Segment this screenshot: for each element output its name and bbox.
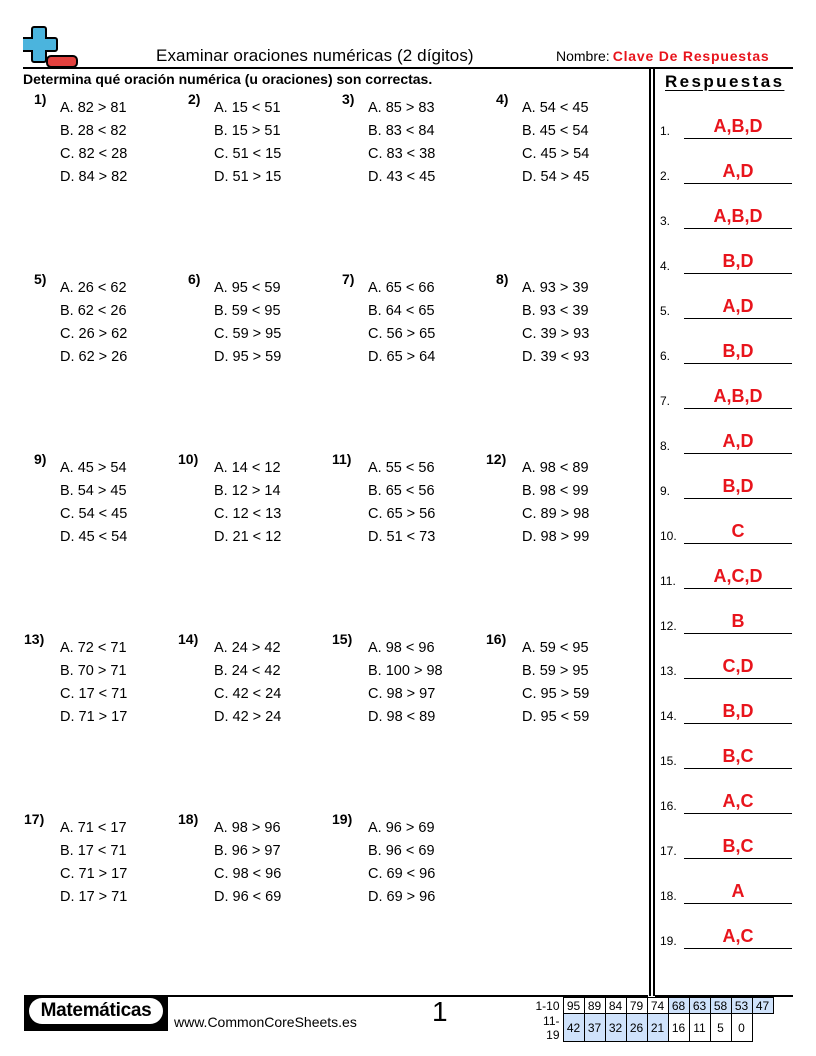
problem-option: A. 98 < 89 bbox=[522, 460, 589, 476]
answer-value: B,D bbox=[722, 341, 754, 361]
answer-line bbox=[684, 138, 792, 140]
problem-option: B. 62 < 26 bbox=[60, 303, 127, 319]
answer-line bbox=[684, 273, 792, 275]
problem-option: D. 42 > 24 bbox=[214, 709, 282, 725]
problem-number: 4) bbox=[496, 91, 509, 107]
problem-option: A. 54 < 45 bbox=[522, 100, 589, 116]
problem-number: 11) bbox=[332, 451, 352, 467]
problem-option: A. 82 > 81 bbox=[60, 100, 127, 116]
answer-value: B,D bbox=[722, 476, 754, 496]
answer-number: 16. bbox=[660, 799, 677, 813]
answer-row bbox=[660, 784, 795, 814]
site-url[interactable]: www.CommonCoreSheets.es bbox=[174, 1014, 357, 1030]
problem-option: B. 45 < 54 bbox=[522, 123, 589, 139]
page-number: 1 bbox=[432, 996, 448, 1027]
problem-option: B. 17 < 71 bbox=[60, 843, 127, 859]
name-field bbox=[556, 48, 770, 64]
problem-option: D. 39 < 93 bbox=[522, 349, 590, 365]
problem-option: D. 69 > 96 bbox=[368, 889, 436, 905]
answer-line bbox=[684, 588, 792, 590]
answer-row bbox=[660, 559, 795, 589]
answer-value: A,B,D bbox=[713, 206, 763, 226]
problem-option: C. 39 > 93 bbox=[522, 326, 590, 342]
answer-number: 11. bbox=[660, 574, 676, 588]
problem-option: D. 21 < 12 bbox=[214, 529, 282, 545]
answer-value: C bbox=[731, 521, 745, 541]
problem-option: C. 54 < 45 bbox=[60, 506, 128, 522]
answer-line bbox=[684, 903, 792, 905]
answer-number: 19. bbox=[660, 934, 677, 948]
answer-row bbox=[660, 694, 795, 724]
answer-number: 3. bbox=[660, 214, 671, 228]
problem-option: B. 15 > 51 bbox=[214, 123, 281, 139]
answer-value: C,D bbox=[722, 656, 754, 676]
answer-row bbox=[660, 514, 795, 544]
score-cell: 89 bbox=[584, 998, 605, 1014]
problem-option: B. 70 > 71 bbox=[60, 663, 127, 679]
score-cell: 11 bbox=[689, 1014, 710, 1042]
problem-option: D. 43 < 45 bbox=[368, 169, 436, 185]
problem-option: B. 59 > 95 bbox=[522, 663, 589, 679]
problem-number: 6) bbox=[188, 271, 201, 287]
problem-number: 3) bbox=[342, 91, 355, 107]
answer-value: A,B,D bbox=[713, 386, 763, 406]
problem-option: D. 98 > 99 bbox=[522, 529, 590, 545]
problem-option: C. 17 < 71 bbox=[60, 686, 128, 702]
problem-number: 13) bbox=[24, 631, 45, 647]
problem-option: D. 65 > 64 bbox=[368, 349, 436, 365]
problem-option: D. 96 < 69 bbox=[214, 889, 282, 905]
problem-option: C. 42 < 24 bbox=[214, 686, 282, 702]
problem-option: A. 98 > 96 bbox=[214, 820, 281, 836]
score-cell: 53 bbox=[731, 998, 752, 1014]
problem-option: D. 51 < 73 bbox=[368, 529, 436, 545]
answer-value: A,D bbox=[722, 296, 754, 316]
answer-row bbox=[660, 199, 795, 229]
problem-option: C. 59 > 95 bbox=[214, 326, 282, 342]
name-value: Clave De Respuestas bbox=[612, 48, 770, 64]
answer-number: 18. bbox=[660, 889, 677, 903]
answer-line bbox=[684, 813, 792, 815]
answer-number: 1. bbox=[660, 124, 671, 138]
score-cell: 21 bbox=[647, 1014, 668, 1042]
problem-option: C. 71 > 17 bbox=[60, 866, 128, 882]
answer-row bbox=[660, 379, 795, 409]
problem-number: 8) bbox=[496, 271, 509, 287]
score-cell: 37 bbox=[584, 1014, 605, 1042]
problem-option: B. 96 < 69 bbox=[368, 843, 435, 859]
answer-number: 2. bbox=[660, 169, 671, 183]
problem-option: A. 98 < 96 bbox=[368, 640, 435, 656]
problem-number: 17) bbox=[24, 811, 45, 827]
problem-option: B. 93 < 39 bbox=[522, 303, 589, 319]
answer-value: A,D bbox=[722, 431, 754, 451]
problem-option: D. 95 < 59 bbox=[522, 709, 590, 725]
answer-value: A,C,D bbox=[713, 566, 763, 586]
answer-line bbox=[684, 858, 792, 860]
score-cell: 58 bbox=[710, 998, 731, 1014]
answer-line bbox=[684, 678, 792, 680]
score-cell: 84 bbox=[605, 998, 626, 1014]
problem-number: 14) bbox=[178, 631, 199, 647]
problem-option: C. 89 > 98 bbox=[522, 506, 590, 522]
problem-option: D. 71 > 17 bbox=[60, 709, 128, 725]
problem-option: A. 95 < 59 bbox=[214, 280, 281, 296]
answers-title: Respuestas bbox=[665, 72, 785, 91]
worksheet-title: Examinar oraciones numéricas (2 dígitos) bbox=[156, 46, 474, 65]
score-row bbox=[527, 1014, 773, 1042]
problem-option: A. 26 < 62 bbox=[60, 280, 127, 296]
answer-row bbox=[660, 244, 795, 274]
answer-value: B bbox=[731, 611, 745, 631]
answer-line bbox=[684, 723, 792, 725]
problem-option: A. 24 > 42 bbox=[214, 640, 281, 656]
problem-number: 9) bbox=[34, 451, 47, 467]
problem-option: D. 54 > 45 bbox=[522, 169, 590, 185]
answer-row bbox=[660, 919, 795, 949]
answer-row bbox=[660, 469, 795, 499]
answer-number: 7. bbox=[660, 394, 671, 408]
problem-option: D. 84 > 82 bbox=[60, 169, 128, 185]
brand-label: Matemáticas bbox=[29, 998, 163, 1024]
problem-option: A. 65 < 66 bbox=[368, 280, 435, 296]
name-label: Nombre: bbox=[556, 48, 610, 64]
score-cell: 68 bbox=[668, 998, 689, 1014]
score-row bbox=[527, 998, 773, 1014]
problem-option: C. 69 < 96 bbox=[368, 866, 436, 882]
score-cell: 32 bbox=[605, 1014, 626, 1042]
answer-value: B,C bbox=[722, 746, 754, 766]
answer-row bbox=[660, 289, 795, 319]
score-cell: 47 bbox=[752, 998, 773, 1014]
answer-number: 12. bbox=[660, 619, 677, 633]
problem-option: A. 72 < 71 bbox=[60, 640, 127, 656]
answer-line bbox=[684, 453, 792, 455]
problem-option: A. 45 > 54 bbox=[60, 460, 127, 476]
answer-row bbox=[660, 109, 795, 139]
score-cell: 42 bbox=[563, 1014, 584, 1042]
answer-row bbox=[660, 334, 795, 364]
answer-value: A,D bbox=[722, 161, 754, 181]
answer-number: 13. bbox=[660, 664, 677, 678]
problem-option: C. 82 < 28 bbox=[60, 146, 128, 162]
score-cell: 5 bbox=[710, 1014, 731, 1042]
answer-number: 6. bbox=[660, 349, 671, 363]
score-cell: 0 bbox=[731, 1014, 752, 1042]
answer-number: 5. bbox=[660, 304, 671, 318]
problem-option: C. 83 < 38 bbox=[368, 146, 436, 162]
problem-option: D. 17 > 71 bbox=[60, 889, 128, 905]
score-cell: 74 bbox=[647, 998, 668, 1014]
problem-option: B. 28 < 82 bbox=[60, 123, 127, 139]
score-cell: 16 bbox=[668, 1014, 689, 1042]
problem-option: D. 98 < 89 bbox=[368, 709, 436, 725]
problem-number: 5) bbox=[34, 271, 47, 287]
problem-option: A. 14 < 12 bbox=[214, 460, 281, 476]
problem-option: D. 62 > 26 bbox=[60, 349, 128, 365]
problem-option: A. 55 < 56 bbox=[368, 460, 435, 476]
problem-option: C. 95 > 59 bbox=[522, 686, 590, 702]
answer-number: 9. bbox=[660, 484, 671, 498]
problem-option: A. 85 > 83 bbox=[368, 100, 435, 116]
answer-line bbox=[684, 228, 792, 230]
problem-option: C. 26 > 62 bbox=[60, 326, 128, 342]
answer-row bbox=[660, 874, 795, 904]
answer-row bbox=[660, 154, 795, 184]
problem-option: B. 12 > 14 bbox=[214, 483, 281, 499]
problem-number: 12) bbox=[486, 451, 507, 467]
problem-option: C. 45 > 54 bbox=[522, 146, 590, 162]
problem-number: 2) bbox=[188, 91, 201, 107]
problem-option: B. 83 < 84 bbox=[368, 123, 435, 139]
answer-number: 10. bbox=[660, 529, 677, 543]
problem-option: C. 51 < 15 bbox=[214, 146, 282, 162]
problem-option: C. 98 < 96 bbox=[214, 866, 282, 882]
header-divider bbox=[23, 67, 793, 69]
problem-option: B. 24 < 42 bbox=[214, 663, 281, 679]
problem-number: 10) bbox=[178, 451, 199, 467]
answer-value: A bbox=[731, 881, 745, 901]
answer-value: A,C bbox=[722, 926, 754, 946]
problem-option: C. 56 > 65 bbox=[368, 326, 436, 342]
answer-number: 8. bbox=[660, 439, 671, 453]
problem-option: C. 12 < 13 bbox=[214, 506, 282, 522]
problem-option: D. 45 < 54 bbox=[60, 529, 128, 545]
problem-option: B. 96 > 97 bbox=[214, 843, 281, 859]
answer-row bbox=[660, 649, 795, 679]
problem-option: D. 95 > 59 bbox=[214, 349, 282, 365]
answer-line bbox=[684, 768, 792, 770]
problem-number: 7) bbox=[342, 271, 355, 287]
answer-value: B,D bbox=[722, 251, 754, 271]
problem-option: A. 15 < 51 bbox=[214, 100, 281, 116]
answer-number: 4. bbox=[660, 259, 671, 273]
problem-option: D. 51 > 15 bbox=[214, 169, 282, 185]
answer-number: 17. bbox=[660, 844, 677, 858]
problem-option: C. 65 > 56 bbox=[368, 506, 436, 522]
answer-line bbox=[684, 948, 792, 950]
score-table bbox=[527, 997, 774, 1042]
plus-minus-logo-icon bbox=[23, 25, 79, 69]
problem-option: B. 54 > 45 bbox=[60, 483, 127, 499]
answer-line bbox=[684, 543, 792, 545]
score-cell: 63 bbox=[689, 998, 710, 1014]
problem-option: A. 71 < 17 bbox=[60, 820, 127, 836]
answer-row bbox=[660, 604, 795, 634]
instructions: Determina qué oración numérica (u oraciones) son correctas. bbox=[23, 71, 433, 87]
problem-option: B. 64 < 65 bbox=[368, 303, 435, 319]
problem-option: B. 98 < 99 bbox=[522, 483, 589, 499]
answer-row bbox=[660, 829, 795, 859]
score-row-label: 11-19 bbox=[543, 1013, 560, 1042]
brand-badge bbox=[24, 995, 168, 1031]
answer-line bbox=[684, 318, 792, 320]
score-cell: 79 bbox=[626, 998, 647, 1014]
problem-option: A. 93 > 39 bbox=[522, 280, 589, 296]
problem-option: B. 59 < 95 bbox=[214, 303, 281, 319]
problem-option: B. 65 < 56 bbox=[368, 483, 435, 499]
problem-number: 16) bbox=[486, 631, 507, 647]
answer-number: 14. bbox=[660, 709, 677, 723]
answer-value: B,D bbox=[722, 701, 754, 721]
answer-line bbox=[684, 408, 792, 410]
score-cell: 95 bbox=[563, 998, 584, 1014]
problem-number: 15) bbox=[332, 631, 353, 647]
problem-option: C. 98 > 97 bbox=[368, 686, 436, 702]
problem-option: A. 96 > 69 bbox=[368, 820, 435, 836]
answer-value: A,B,D bbox=[713, 116, 763, 136]
answer-value: A,C bbox=[722, 791, 754, 811]
answer-line bbox=[684, 633, 792, 635]
score-cell: 26 bbox=[626, 1014, 647, 1042]
answer-value: B,C bbox=[722, 836, 754, 856]
problem-number: 1) bbox=[34, 91, 47, 107]
answer-row bbox=[660, 424, 795, 454]
problem-option: A. 59 < 95 bbox=[522, 640, 589, 656]
column-divider bbox=[653, 68, 655, 996]
problem-option: B. 100 > 98 bbox=[368, 663, 443, 679]
answer-number: 15. bbox=[660, 754, 677, 768]
answer-line bbox=[684, 183, 792, 185]
problem-number: 19) bbox=[332, 811, 353, 827]
problem-number: 18) bbox=[178, 811, 199, 827]
answer-row bbox=[660, 739, 795, 769]
column-divider bbox=[649, 68, 651, 996]
answer-line bbox=[684, 498, 792, 500]
score-row-label: 1-10 bbox=[535, 998, 560, 1013]
answer-line bbox=[684, 363, 792, 365]
